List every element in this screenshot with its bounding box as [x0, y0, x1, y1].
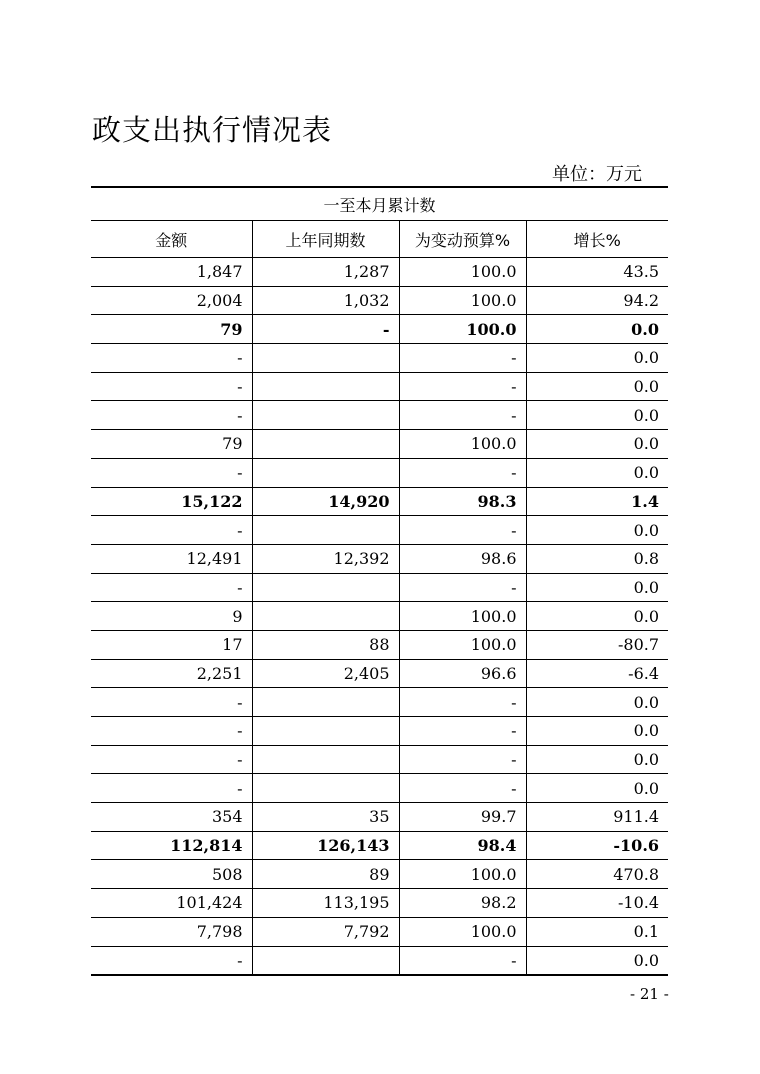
amount-cell: 2,004 — [91, 286, 252, 315]
last-year-cell: 14,920 — [252, 487, 399, 516]
budget-pct-cell: - — [399, 516, 526, 545]
last-year-cell — [252, 516, 399, 545]
amount-cell: - — [91, 717, 252, 746]
last-year-cell: 2,405 — [252, 659, 399, 688]
amount-cell: 7,798 — [91, 917, 252, 946]
last-year-cell: 1,032 — [252, 286, 399, 315]
last-year-cell — [252, 430, 399, 459]
table-row — [91, 286, 668, 315]
growth-pct-cell: 0.0 — [526, 401, 668, 430]
growth-pct-cell: 0.0 — [526, 573, 668, 602]
growth-pct-cell: 911.4 — [526, 803, 668, 832]
amount-cell: - — [91, 516, 252, 545]
growth-pct-cell: 0.0 — [526, 774, 668, 803]
table-row — [91, 831, 668, 860]
amount-cell: - — [91, 774, 252, 803]
column-header-budget-pct: 为变动预算% — [399, 221, 526, 258]
last-year-cell: 89 — [252, 860, 399, 889]
growth-pct-cell: 0.0 — [526, 430, 668, 459]
last-year-cell — [252, 717, 399, 746]
table-row — [91, 774, 668, 803]
last-year-cell — [252, 602, 399, 631]
amount-cell: 2,251 — [91, 659, 252, 688]
budget-pct-cell: - — [399, 372, 526, 401]
table-row — [91, 717, 668, 746]
amount-cell: - — [91, 344, 252, 373]
growth-pct-cell: 0.8 — [526, 544, 668, 573]
budget-pct-cell: 100.0 — [399, 286, 526, 315]
table-row — [91, 487, 668, 516]
expenditure-table — [91, 186, 668, 976]
budget-pct-cell: 98.6 — [399, 544, 526, 573]
table-row — [91, 315, 668, 344]
last-year-cell: 126,143 — [252, 831, 399, 860]
table-row — [91, 917, 668, 946]
amount-cell: 1,847 — [91, 258, 252, 287]
table-row — [91, 401, 668, 430]
budget-pct-cell: 100.0 — [399, 258, 526, 287]
growth-pct-cell: 0.0 — [526, 344, 668, 373]
last-year-cell — [252, 745, 399, 774]
growth-pct-cell: 1.4 — [526, 487, 668, 516]
table-row — [91, 745, 668, 774]
last-year-cell: 35 — [252, 803, 399, 832]
budget-pct-cell: - — [399, 573, 526, 602]
table-row — [91, 544, 668, 573]
growth-pct-cell: 0.0 — [526, 688, 668, 717]
page-title: 政支出执行情况表 — [92, 113, 333, 147]
budget-pct-cell: 99.7 — [399, 803, 526, 832]
budget-pct-cell: - — [399, 688, 526, 717]
growth-pct-cell: -10.4 — [526, 889, 668, 918]
last-year-cell: - — [252, 315, 399, 344]
amount-cell: 79 — [91, 430, 252, 459]
table-row — [91, 602, 668, 631]
last-year-cell: 113,195 — [252, 889, 399, 918]
last-year-cell — [252, 573, 399, 602]
column-header-last-year: 上年同期数 — [252, 221, 399, 258]
growth-pct-cell: 0.0 — [526, 745, 668, 774]
amount-cell: 354 — [91, 803, 252, 832]
table-row — [91, 344, 668, 373]
growth-pct-cell: 470.8 — [526, 860, 668, 889]
amount-cell: - — [91, 745, 252, 774]
growth-pct-cell: -10.6 — [526, 831, 668, 860]
budget-pct-cell: - — [399, 774, 526, 803]
table-row — [91, 430, 668, 459]
group-header: 一至本月累计数 — [91, 187, 668, 221]
budget-pct-cell: - — [399, 458, 526, 487]
growth-pct-cell: 0.0 — [526, 717, 668, 746]
last-year-cell: 12,392 — [252, 544, 399, 573]
table-row — [91, 688, 668, 717]
growth-pct-cell: -6.4 — [526, 659, 668, 688]
budget-pct-cell: 98.4 — [399, 831, 526, 860]
growth-pct-cell: 0.0 — [526, 946, 668, 975]
amount-cell: - — [91, 573, 252, 602]
budget-pct-cell: 98.2 — [399, 889, 526, 918]
last-year-cell: 88 — [252, 630, 399, 659]
amount-cell: 79 — [91, 315, 252, 344]
table-row — [91, 573, 668, 602]
last-year-cell — [252, 774, 399, 803]
table-row — [91, 372, 668, 401]
amount-cell: - — [91, 688, 252, 717]
amount-cell: 112,814 — [91, 831, 252, 860]
budget-pct-cell: 100.0 — [399, 630, 526, 659]
budget-pct-cell: - — [399, 344, 526, 373]
budget-pct-cell: 100.0 — [399, 860, 526, 889]
last-year-cell — [252, 946, 399, 975]
amount-cell: 15,122 — [91, 487, 252, 516]
unit-label: 单位：万元 — [552, 164, 642, 185]
budget-pct-cell: 100.0 — [399, 430, 526, 459]
amount-cell: 101,424 — [91, 889, 252, 918]
amount-cell: 17 — [91, 630, 252, 659]
amount-cell: 12,491 — [91, 544, 252, 573]
last-year-cell — [252, 372, 399, 401]
last-year-cell — [252, 401, 399, 430]
amount-cell: - — [91, 458, 252, 487]
budget-pct-cell: 100.0 — [399, 315, 526, 344]
table-row — [91, 659, 668, 688]
column-header-growth-pct: 增长% — [526, 221, 668, 258]
budget-pct-cell: 98.3 — [399, 487, 526, 516]
amount-cell: 9 — [91, 602, 252, 631]
last-year-cell — [252, 344, 399, 373]
table-row — [91, 803, 668, 832]
growth-pct-cell: 94.2 — [526, 286, 668, 315]
budget-pct-cell: - — [399, 717, 526, 746]
table-row — [91, 458, 668, 487]
table-row — [91, 889, 668, 918]
table-row — [91, 630, 668, 659]
table-row — [91, 258, 668, 287]
table-row — [91, 516, 668, 545]
growth-pct-cell: -80.7 — [526, 630, 668, 659]
growth-pct-cell: 0.0 — [526, 458, 668, 487]
growth-pct-cell: 0.0 — [526, 516, 668, 545]
last-year-cell: 7,792 — [252, 917, 399, 946]
last-year-cell: 1,287 — [252, 258, 399, 287]
budget-pct-cell: 96.6 — [399, 659, 526, 688]
budget-pct-cell: - — [399, 745, 526, 774]
table-row — [91, 946, 668, 975]
growth-pct-cell: 0.0 — [526, 315, 668, 344]
amount-cell: - — [91, 401, 252, 430]
page-number: - 21 - — [630, 985, 669, 1003]
table-body — [91, 258, 668, 976]
budget-pct-cell: - — [399, 946, 526, 975]
amount-cell: 508 — [91, 860, 252, 889]
growth-pct-cell: 0.0 — [526, 602, 668, 631]
budget-pct-cell: 100.0 — [399, 917, 526, 946]
column-header-amount: 金额 — [91, 221, 252, 258]
amount-cell: - — [91, 372, 252, 401]
growth-pct-cell: 0.1 — [526, 917, 668, 946]
budget-pct-cell: 100.0 — [399, 602, 526, 631]
last-year-cell — [252, 458, 399, 487]
growth-pct-cell: 43.5 — [526, 258, 668, 287]
last-year-cell — [252, 688, 399, 717]
growth-pct-cell: 0.0 — [526, 372, 668, 401]
budget-pct-cell: - — [399, 401, 526, 430]
table-row — [91, 860, 668, 889]
amount-cell: - — [91, 946, 252, 975]
